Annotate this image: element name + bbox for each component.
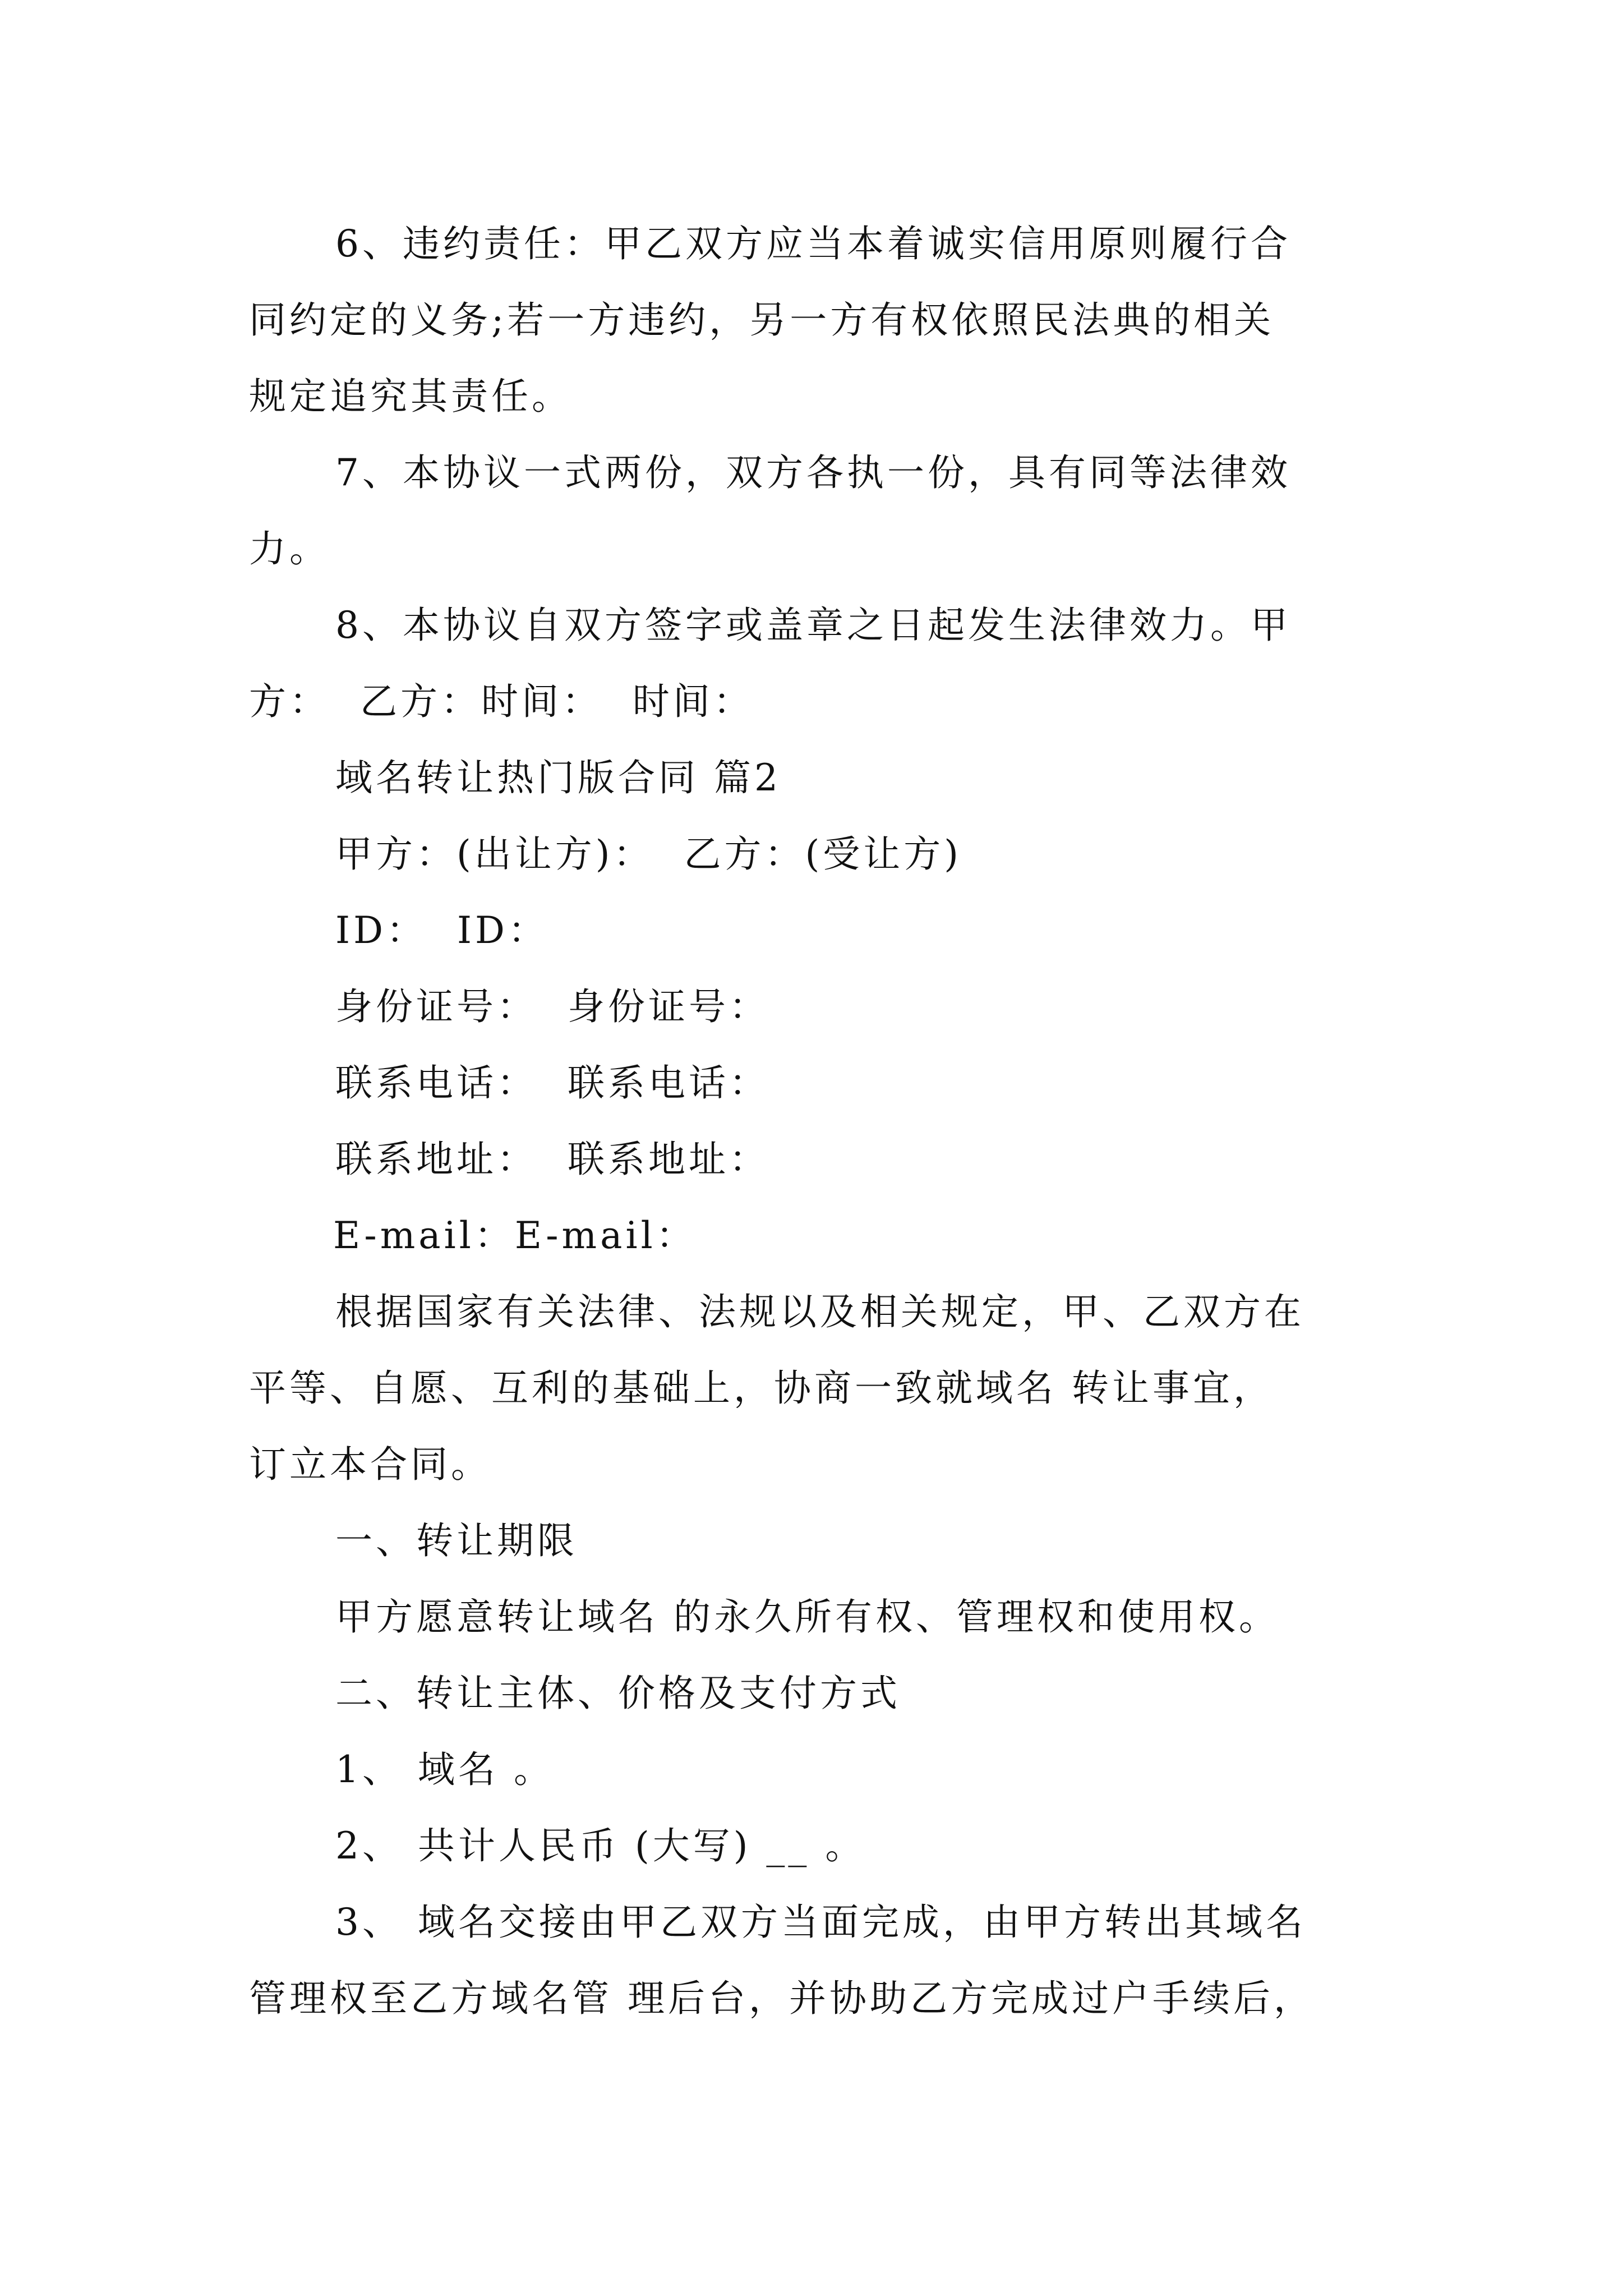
text-line: 8、本协议自双方签字或盖章之日起发生法律效力。甲: [335, 604, 1291, 647]
text-line: 同约定的义务;若一方违约，另一方有权依照民法典的相关: [249, 298, 1275, 342]
text-line: ID： ID：: [335, 909, 548, 952]
text-line: 身份证号： 身份证号：: [335, 985, 769, 1028]
section-heading: 二、转让主体、价格及支付方式: [335, 1672, 901, 1715]
text-line: 力。: [249, 527, 330, 570]
text-line: E-mail：E-mail：: [333, 1214, 697, 1257]
text-line: 1、 域名 。: [335, 1748, 554, 1791]
text-line: 平等、自愿、互利的基础上，协商一致就域名 转让事宜，: [249, 1366, 1274, 1410]
text-line: 联系地址： 联系地址：: [335, 1138, 769, 1181]
section-heading: 域名转让热门版合同 篇2: [335, 756, 781, 799]
text-line: 2、 共计人民币 (大写) __ 。: [335, 1824, 866, 1867]
text-line: 规定追究其责任。: [249, 375, 572, 418]
text-line: 甲方：(出让方)： 乙方：(受让方): [335, 832, 962, 876]
text-line: 6、违约责任：甲乙双方应当本着诚实信用原则履行合: [335, 222, 1291, 265]
text-line: 订立本合同。: [249, 1443, 491, 1486]
text-line: 甲方愿意转让域名 的永久所有权、管理权和使用权。: [335, 1595, 1279, 1639]
text-line: 方： 乙方：时间： 时间：: [249, 680, 754, 723]
text-line: 管理权至乙方域名管 理后台，并协助乙方完成过户手续后，: [249, 1977, 1314, 2020]
text-line: 联系电话： 联系电话：: [335, 1061, 769, 1105]
section-heading: 一、转让期限: [335, 1519, 578, 1562]
text-line: 根据国家有关法律、法规以及相关规定，甲、乙双方在: [335, 1290, 1304, 1333]
text-line: 7、本协议一式两份，双方各执一份，具有同等法律效: [335, 451, 1291, 494]
text-line: 3、 域名交接由甲乙双方当面完成，由甲方转出其域名: [335, 1901, 1306, 1944]
